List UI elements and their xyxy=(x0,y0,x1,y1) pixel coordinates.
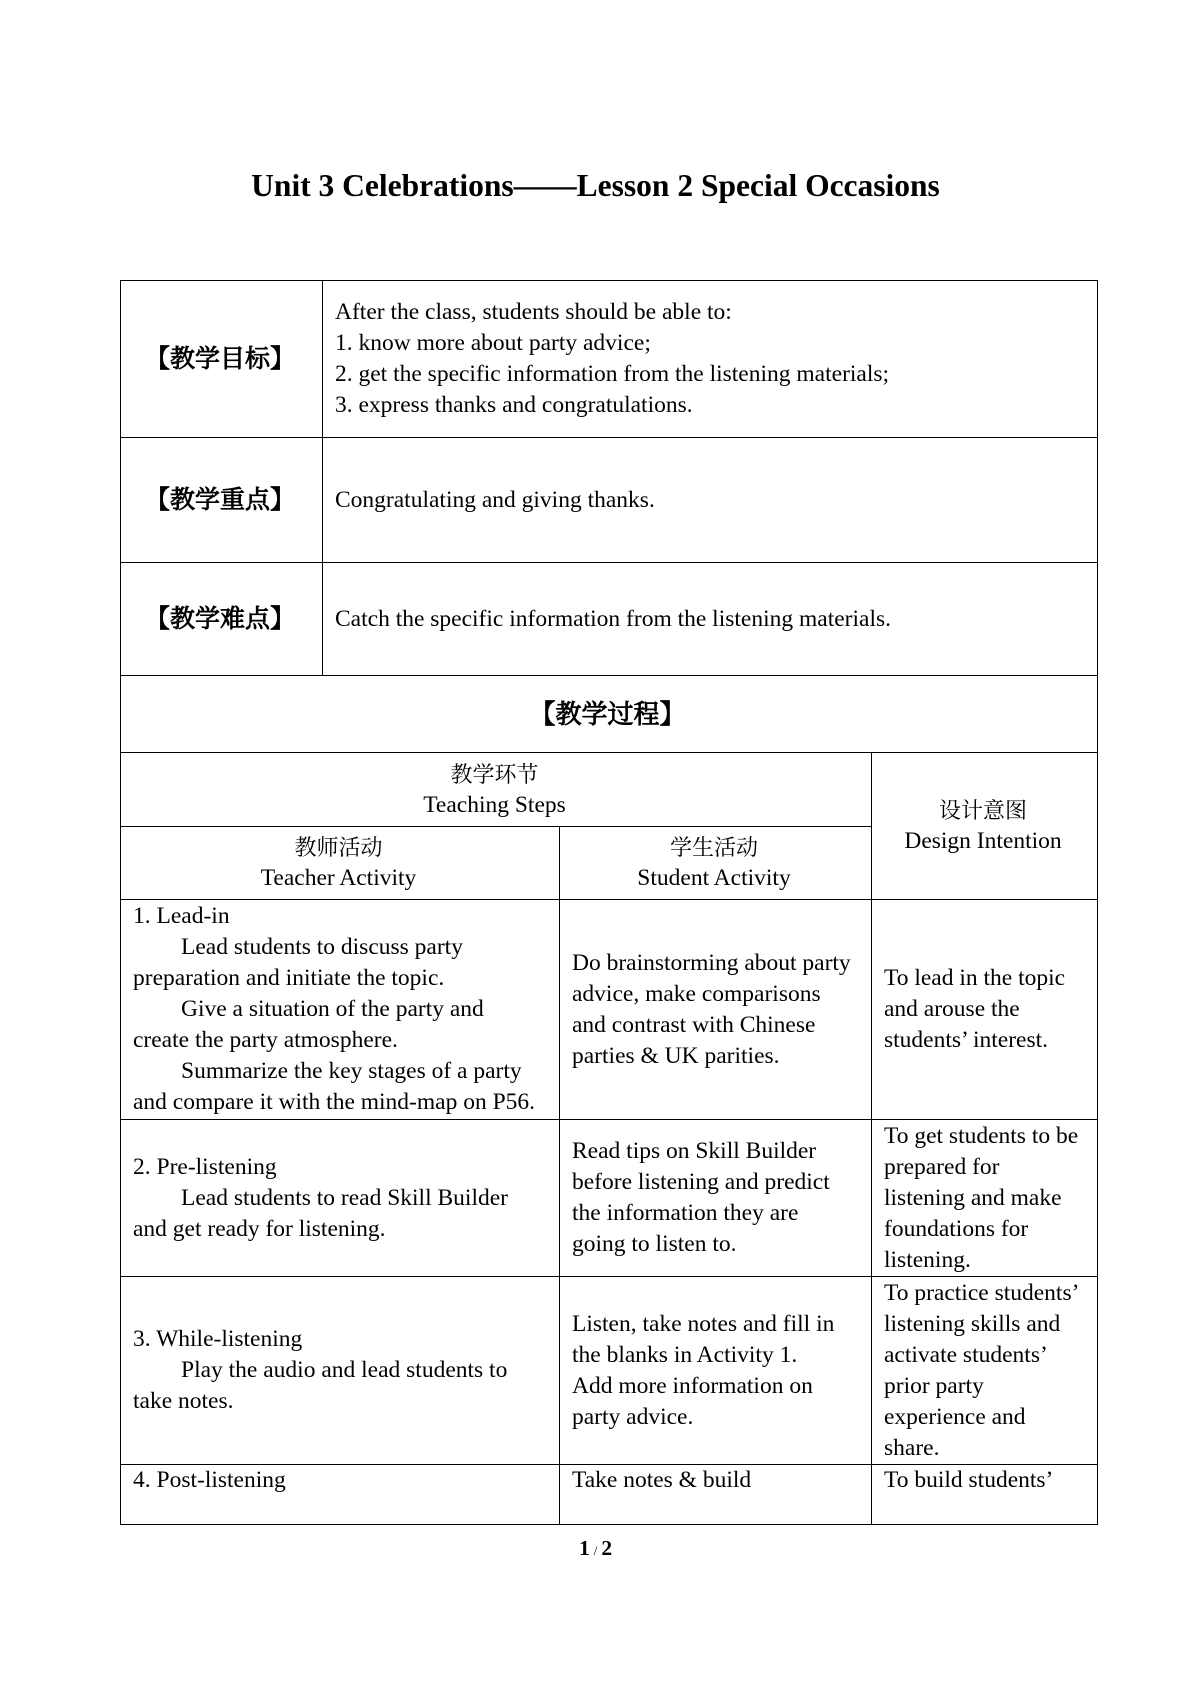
design-intention-header-cn: 设计意图 xyxy=(939,798,1028,823)
student-activity-paragraph: Listen, take notes and fill in the blanks in Activity 1. xyxy=(572,1310,835,1368)
key-points-text: Congratulating and giving thanks. xyxy=(323,438,1098,563)
teacher-activity-header-cn: 教师活动 xyxy=(294,835,383,860)
student-activity-header-cn: 学生活动 xyxy=(669,835,758,860)
difficulties-text: Catch the specific information from the listening materials. xyxy=(323,563,1098,676)
student-activity-cell xyxy=(560,900,872,1120)
design-intention-cell: To practice students’ listening skills and activate students’ prior party experience and share. xyxy=(872,1277,1098,1465)
teacher-activity-cell xyxy=(121,1465,560,1525)
objectives-content xyxy=(323,281,1098,438)
lesson-plan-table xyxy=(120,280,1098,1525)
student-activity-paragraph: Do brainstorming about party advice, make comparisons and contrast with Chinese parties & UK parities. xyxy=(572,949,851,1069)
step-row-while-listening xyxy=(121,1277,1098,1465)
student-activity-paragraph: Add more information on party advice. xyxy=(572,1372,813,1430)
teacher-activity-paragraph: Give a situation of the party and create the party atmosphere. xyxy=(133,996,484,1053)
key-points-label: 【教学重点】 xyxy=(121,438,323,563)
student-activity-cell xyxy=(560,1120,872,1277)
process-header-row xyxy=(121,753,1098,827)
teacher-activity-header-en: Teacher Activity xyxy=(260,865,417,891)
student-activity-paragraph: Read tips on Skill Builder before listening and predict the information they are going to listen to. xyxy=(572,1138,830,1257)
teacher-activity-cell xyxy=(121,1120,560,1277)
design-intention-header-en: Design Intention xyxy=(904,828,1062,854)
objectives-line: 2. get the specific information from the listening materials; xyxy=(335,361,890,387)
teacher-activity-header xyxy=(121,827,560,900)
objectives-line: After the class, students should be able to: xyxy=(335,299,732,325)
teacher-activity-cell xyxy=(121,1277,560,1465)
step-row-post-listening xyxy=(121,1465,1098,1525)
page-separator: / xyxy=(593,1543,598,1558)
page-title: Unit 3 Celebrations——Lesson 2 Special Occasions xyxy=(251,168,940,203)
step-title: 4. Post-listening xyxy=(133,1467,286,1493)
process-heading-row xyxy=(121,676,1098,753)
design-intention-header xyxy=(872,753,1098,900)
design-intention-cell: To build students’ xyxy=(872,1465,1098,1525)
student-activity-cell xyxy=(560,1277,872,1465)
student-activity-header xyxy=(560,827,872,900)
teacher-activity-paragraph: Lead students to read Skill Builder and get ready for listening. xyxy=(133,1184,508,1242)
design-intention-cell: To get students to be prepared for listening and make foundations for listening. xyxy=(872,1120,1098,1277)
process-heading: 【教学过程】 xyxy=(121,676,1098,753)
student-activity-header-en: Student Activity xyxy=(637,865,791,891)
teacher-activity-paragraph: Lead students to discuss party preparation and initiate the topic. xyxy=(133,934,463,991)
difficulties-label: 【教学难点】 xyxy=(121,563,323,676)
teaching-steps-header-en: Teaching Steps xyxy=(423,791,566,818)
teacher-activity-paragraph: Play the audio and lead students to take notes. xyxy=(133,1357,508,1414)
objectives-line: 3. express thanks and congratulations. xyxy=(335,392,693,418)
page-current: 1 xyxy=(578,1536,590,1560)
step-row-pre-listening xyxy=(121,1120,1098,1277)
step-title: 3. While-listening xyxy=(133,1326,303,1352)
page-total: 2 xyxy=(601,1536,613,1560)
student-activity-paragraph: Take notes & build xyxy=(572,1467,752,1493)
teaching-steps-header xyxy=(121,753,872,827)
student-activity-cell xyxy=(560,1465,872,1525)
key-points-row xyxy=(121,438,1098,563)
teacher-activity-paragraph: Summarize the key stages of a party and compare it with the mind-map on P56. xyxy=(133,1058,536,1115)
step-title: 1. Lead-in xyxy=(133,903,230,929)
objectives-line: 1. know more about party advice; xyxy=(335,330,651,356)
teacher-activity-cell xyxy=(121,900,560,1120)
step-title: 2. Pre-listening xyxy=(133,1153,277,1180)
step-row-lead-in xyxy=(121,900,1098,1120)
design-intention-cell: To lead in the topic and arouse the students’ interest. xyxy=(872,900,1098,1120)
teaching-steps-header-cn: 教学环节 xyxy=(450,761,539,787)
page-number xyxy=(0,1533,1191,1563)
objectives-row xyxy=(121,281,1098,438)
objectives-label: 【教学目标】 xyxy=(121,281,323,438)
difficulties-row xyxy=(121,563,1098,676)
